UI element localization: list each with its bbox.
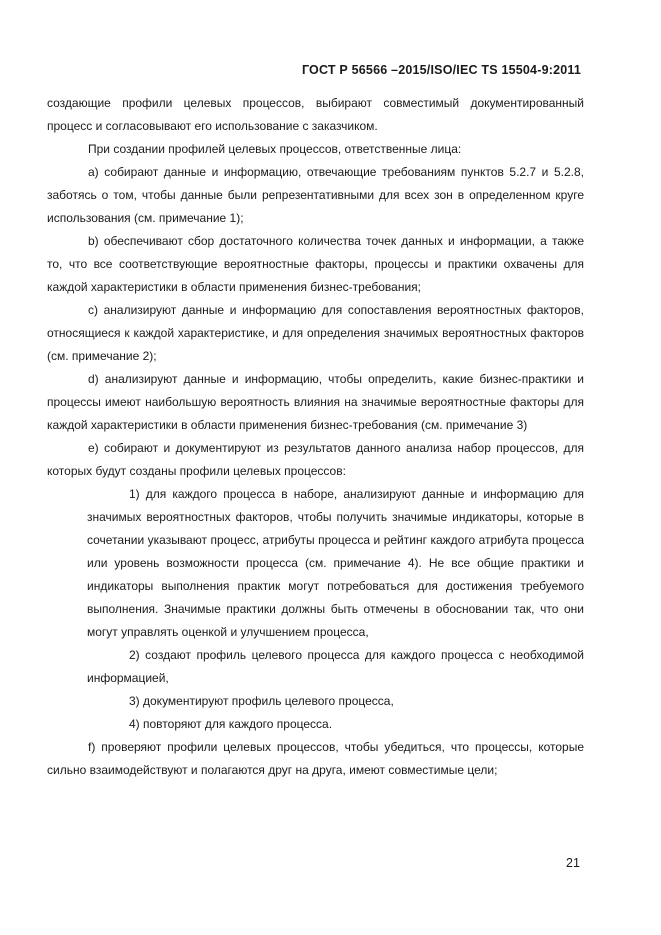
list-item-c: c) анализируют данные и информацию для сопоставления вероятностных факторов, относящиеся к каждой характеристике, и для определения значимых вероятностных факторов (см. примечание 2); <box>47 303 584 363</box>
sub-item-3: 3) документируют профиль целевого процесса, <box>129 694 394 708</box>
paragraph-continuation: создающие профили целевых процессов, выбирают совместимый документированный процесс и согласовывают его использование с заказчиком. <box>47 96 584 133</box>
page-number: 21 <box>566 856 580 870</box>
standard-designation-header: ГОСТ Р 56566 –2015/ISO/IEC TS 15504-9:2011 <box>301 63 581 77</box>
document-body <box>47 92 584 782</box>
paragraph-intro: При создании профилей целевых процессов, ответственные лица: <box>88 142 462 156</box>
list-item-b: b) обеспечивают сбор достаточного количества точек данных и информации, а также то, что все соответствующие вероятностные факторы, процессы и практики охвачены для каждой характеристики в области применения бизнес-требования; <box>47 234 584 294</box>
sub-item-4: 4) повторяют для каждого процесса. <box>129 717 333 731</box>
sub-item-1: 1) для каждого процесса в наборе, анализируют данные и информацию для значимых вероятностных факторов, чтобы получить значимые индикаторы, которые в сочетании указывают процесс, атрибуты процесса и рейтинг каждого атрибута процесса или уровень возможности процесса (см. примечание 4). Не все общие практики и индикаторы выполнения практик могут потребоваться для достижения требуемого выполнения. Значимые практики должны быть отмечены в обосновании так, что они могут управлять оценкой и улучшением процесса, <box>87 487 584 639</box>
list-item-f: f) проверяют профили целевых процессов, чтобы убедиться, что процессы, которые сильно взаимодействуют и полагаются друг на друга, имеют совместимые цели; <box>47 740 584 777</box>
list-item-a: а) собирают данные и информацию, отвечающие требованиям пунктов 5.2.7 и 5.2.8, заботясь о том, чтобы данные были репрезентативными для всех зон в определенном круге использования (см. примечание 1); <box>47 165 584 225</box>
list-item-e: е) собирают и документируют из результатов данного анализа набор процессов, для которых будут созданы профили целевых процессов: <box>47 441 584 478</box>
sub-item-2: 2) создают профиль целевого процесса для каждого процесса с необходимой информацией, <box>87 648 584 685</box>
list-item-d: d) анализируют данные и информацию, чтобы определить, какие бизнес-практики и процессы имеют наибольшую вероятность влияния на значимые вероятностные факторы для каждой характеристики в области применения бизнес-требования (см. примечание 3) <box>47 372 584 432</box>
